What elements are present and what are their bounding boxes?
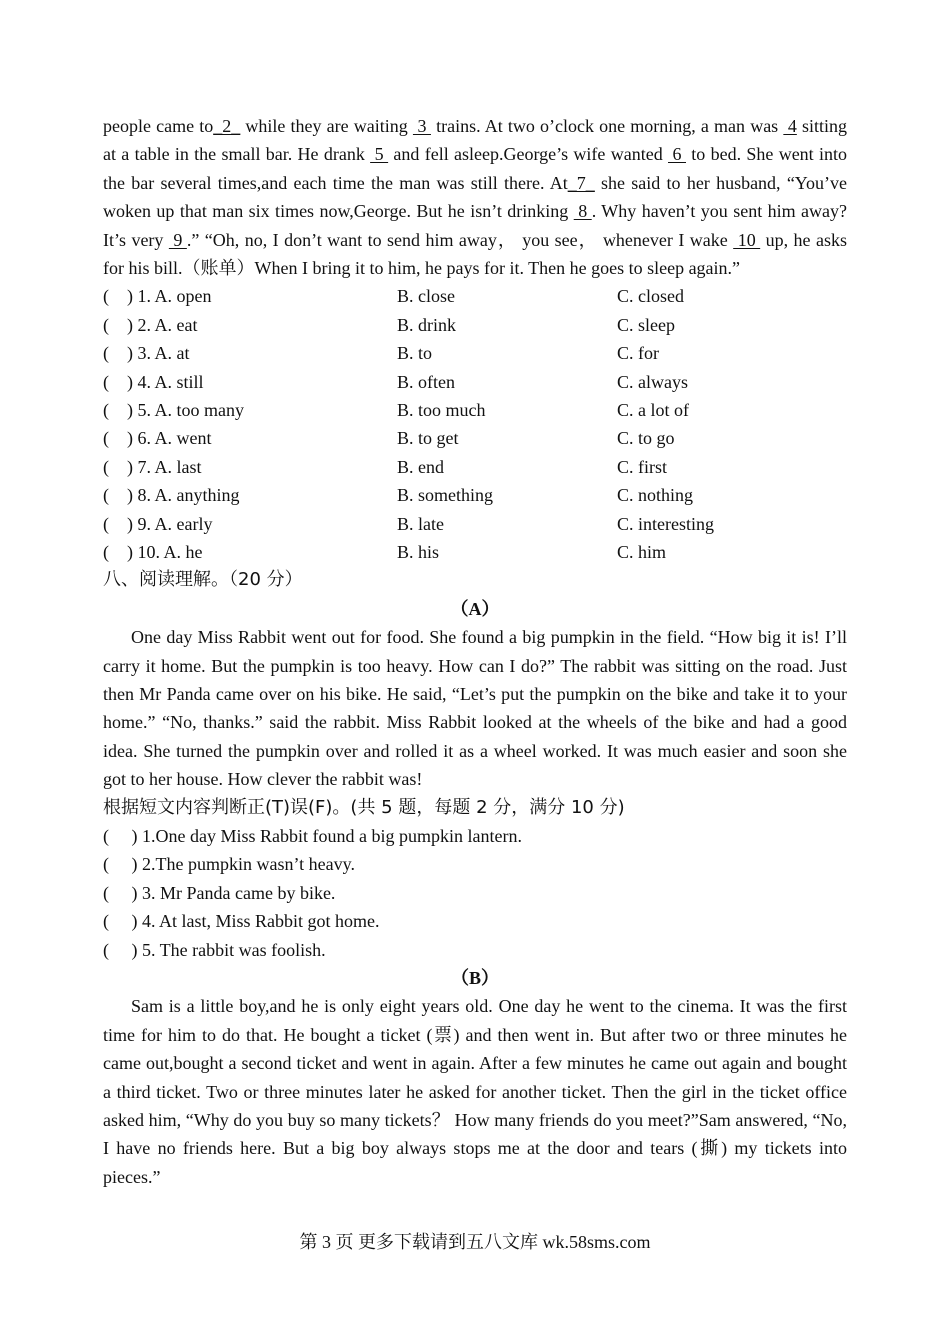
option-b: B. end [397,456,444,477]
cloze-options [103,282,847,566]
option-row [103,510,847,538]
option-row [103,481,847,509]
option-a: ( ) 6. A. went [103,428,212,449]
document-page [103,112,847,1191]
option-b: B. to get [397,428,459,449]
option-row [103,396,847,424]
option-b: B. close [397,286,455,307]
cloze-text: she said to her husband, “You’ve woken up that man six times now,George. But he isn’t drinking [103,172,847,222]
option-a: ( ) 9. A. early [103,513,213,534]
option-c: C. to go [617,428,675,449]
option-c: C. nothing [617,485,694,506]
option-c: C. always [617,371,688,392]
option-row [103,339,847,367]
true-false-instruction: 根据短文内容判断正(T)误(F)。(共 5 题，每题 2 分，满分 10 分) [103,796,625,818]
option-b: B. to [397,343,433,364]
option-b: B. drink [397,314,457,335]
option-c: C. him [617,541,667,562]
true-false-item: ( ) 5. The rabbit was foolish. [103,939,326,960]
true-false-item: ( ) 2.The pumpkin wasn’t heavy. [103,854,355,875]
option-a: ( ) 5. A. too many [103,400,244,420]
reading-passage-a: One day Miss Rabbit went out for food. She found a big pumpkin in the field. “How big it is! I’ll carry it home. But the pumpkin is too heavy. How can I do?” The rabbit was sitting on the road. Just then Mr Panda came over on his bike. He said, “Let’s put the pumpkin on the bike and take it to your home.” “No, thanks.” said the rabbit. Miss Rabbit looked at the wheels of the bike and had a good idea. She turned the pumpkin over and rolled it as a wheel worked. It was much easier and soon she got to her house. How clever the rabbit was! [103,627,847,790]
cloze-text: while they are waiting [240,116,413,136]
true-false-list [103,822,847,964]
option-a: ( ) 3. A. at [103,343,190,364]
true-false-item: ( ) 4. At last, Miss Rabbit got home. [103,911,380,932]
cloze-text: .” “Oh, no, I don’t want to send him away， you see， whenever I wake [186,229,734,250]
option-b: B. his [397,541,440,562]
blank-7: _7_ [567,172,595,193]
cloze-text: sitting at a table in the small bar. He drank [103,116,847,165]
option-row [103,538,847,566]
cloze-text: to bed. She went into the bar several times,and each time the man was still there. At [103,144,847,193]
blank-9: 9 [168,229,187,250]
true-false-item: ( ) 3. Mr Panda came by bike. [103,882,336,903]
blank-2: _2_ [213,116,241,136]
option-row [103,282,847,310]
option-a: ( ) 10. A. he [103,541,203,562]
page-footer: 第 3 页 更多下载请到五八文库 wk.58sms.com [299,1232,651,1252]
cloze-text: people came to [103,116,214,136]
option-c: C. for [617,343,659,364]
blank-8: 8 [573,201,592,222]
part-b-heading: （B） [450,967,499,988]
option-a: ( ) 4. A. still [103,371,204,392]
blank-6: 6 [668,144,686,165]
option-b: B. too much [397,400,486,420]
option-a: ( ) 2. A. eat [103,314,198,335]
cloze-text: up, he asks for his bill.（账单）When I bring it to him, he pays for it. Then he goes to sleep again.” [103,229,847,279]
option-row [103,424,847,452]
cloze-text: and fell asleep.George’s wife wanted [388,144,668,165]
part-a-heading: （A） [450,598,500,619]
option-a: ( ) 7. A. last [103,456,202,477]
option-c: C. closed [617,286,684,307]
blank-3: 3 [412,116,431,136]
option-c: C. interesting [617,513,714,534]
cloze-text: . Why haven’t you sent him away?It’s very [103,201,847,250]
true-false-item: ( ) 1.One day Miss Rabbit found a big pumpkin lantern. [103,825,522,846]
option-c: C. sleep [617,314,675,335]
cloze-passage [103,112,847,282]
option-b: B. late [397,513,444,534]
option-row [103,311,847,339]
option-row [103,453,847,481]
option-c: C. first [617,456,668,477]
option-a: ( ) 1. A. open [103,286,212,307]
reading-passage-b: Sam is a little boy,and he is only eight years old. One day he went to the cinema. It was the first time for him to do that. He bought a ticket (票) and then went in. But after two or three minutes he came out,bought a second ticket and went in again. After a few minutes he came out again and bought a third ticket. Two or three minutes later he asked for another ticket. Then the girl in the ticket office asked him, “Why do you buy so many tickets？ How many friends do you meet?”Sam answered, “No, I have no friends here. But a big boy always stops me at the door and tears (撕) my tickets into pieces.” [103,996,847,1187]
option-b: B. often [397,371,455,392]
cloze-text: trains. At two o’clock one morning, a man was [430,116,784,136]
option-row [103,368,847,396]
section-title: 八、阅读理解。（20 分） [103,569,303,591]
option-b: B. something [397,485,494,506]
option-c: C. a lot of [617,400,689,420]
blank-5: 5 [370,144,389,165]
option-a: ( ) 8. A. anything [103,485,240,506]
blank-4: 4 [783,116,797,136]
blank-10: 10 [733,229,761,250]
